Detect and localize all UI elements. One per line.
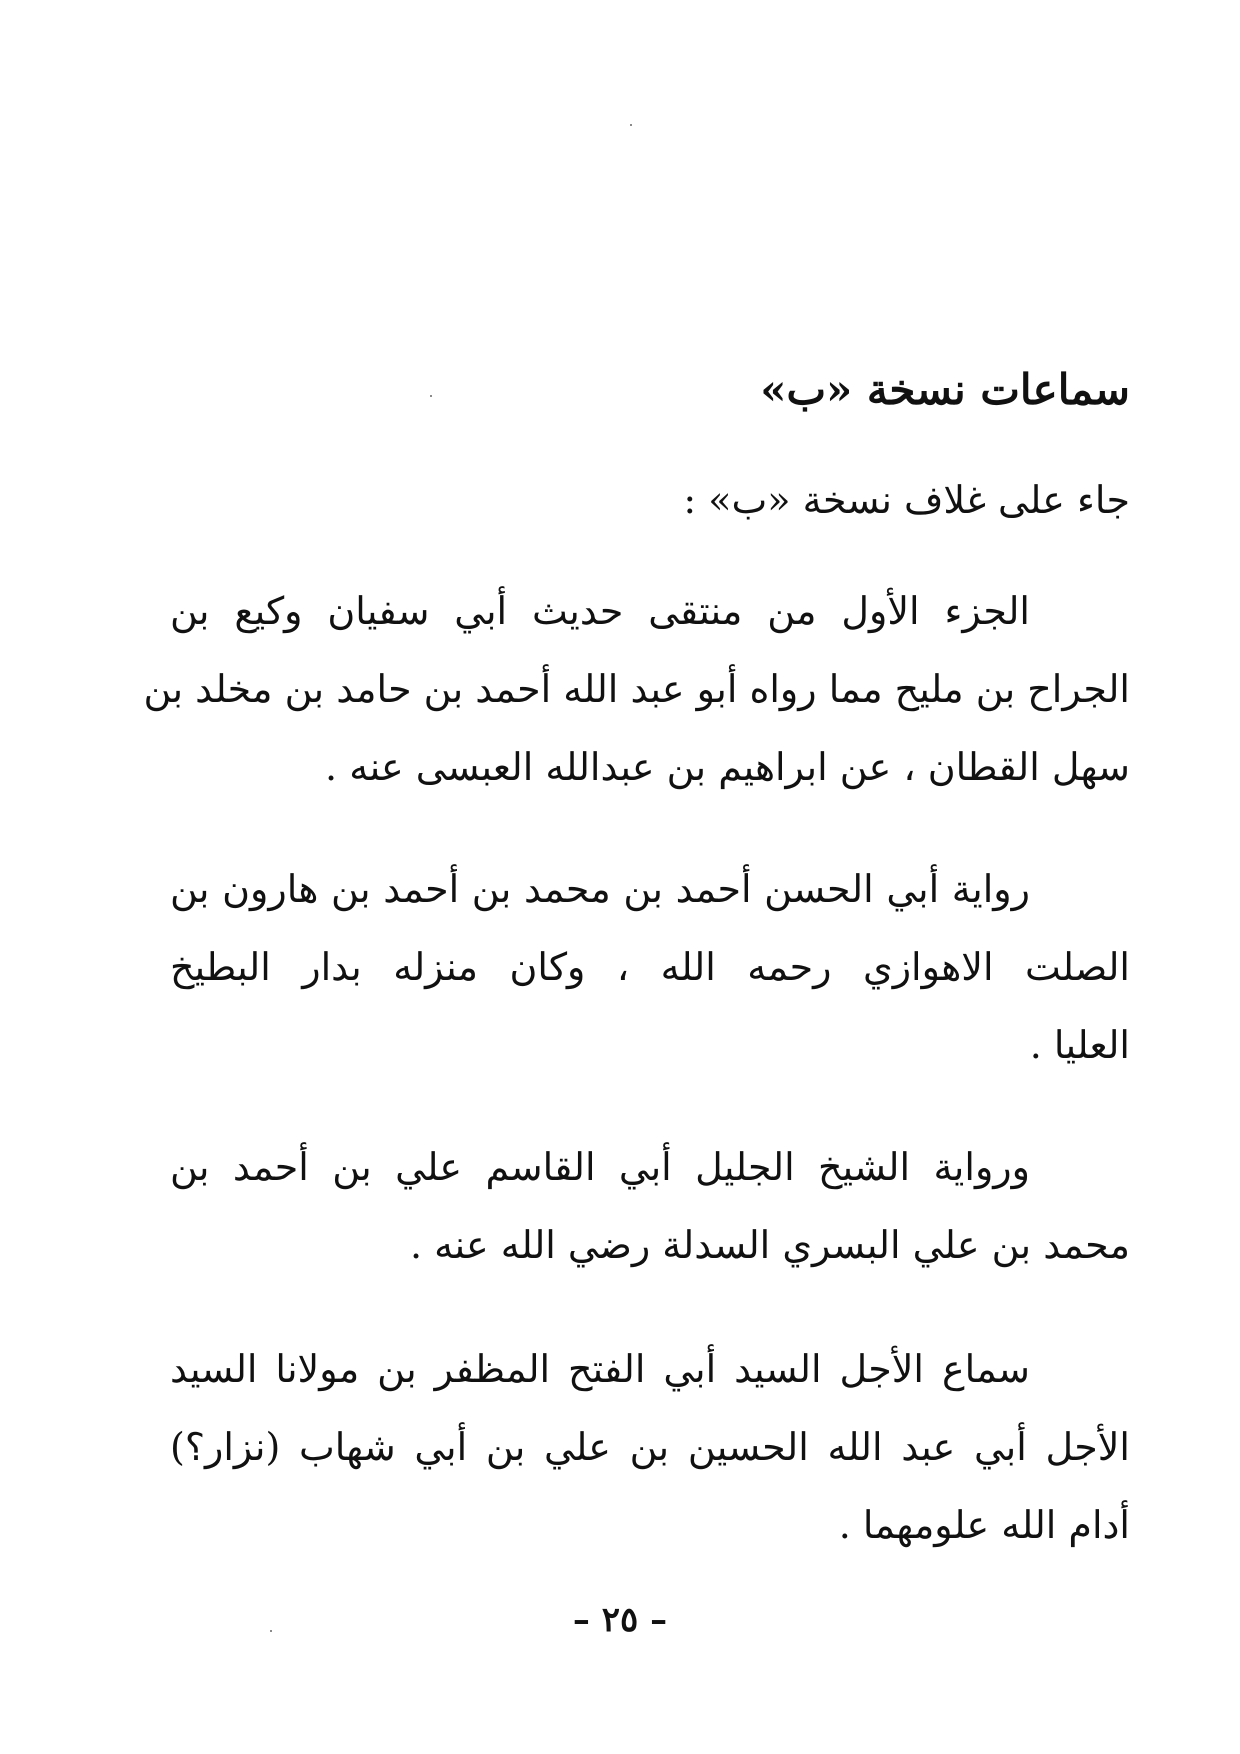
paragraph [170,850,1130,1084]
paragraph-line: الأجل أبي عبد الله الحسين بن علي بن أبي شهاب (نزار؟) [170,1425,1130,1469]
paragraph [143,572,1130,806]
paragraph-line: أدام الله علومهما . [838,1503,1130,1547]
paragraph [170,1128,1130,1284]
scan-speck [630,124,632,126]
paragraph [170,1330,1130,1564]
paragraph-line: الجراح بن مليح مما رواه أبو عبد الله أحمد بن حامد بن مخلد بن [143,667,1130,711]
paragraph-line: محمد بن علي البسري السدلة رضي الله عنه . [410,1223,1130,1267]
section-heading: سماعات نسخة «ب» [760,365,1130,414]
paragraph-line: ورواية الشيخ الجليل أبي القاسم علي بن أحمد بن [170,1145,1030,1189]
intro-line: جاء على غلاف نسخة «ب» : [683,478,1130,522]
scan-speck [430,395,432,397]
paragraph-line: رواية أبي الحسن أحمد بن محمد بن أحمد بن هارون بن [170,867,1030,911]
paragraph-line: سماع الأجل السيد أبي الفتح المظفر بن مولانا السيد [170,1347,1030,1391]
page-number: – ٢٥ – [572,1600,668,1640]
paragraph-line: العليا . [1029,1023,1130,1067]
paragraph-line: سهل القطان ، عن ابراهيم بن عبدالله العبسى عنه . [325,745,1130,789]
paragraph-line: الصلت الاهوازي رحمه الله ، وكان منزله بدار البطيخ [170,945,1130,989]
paragraph-line: الجزء الأول من منتقى حديث أبي سفيان وكيع بن [170,589,1030,633]
